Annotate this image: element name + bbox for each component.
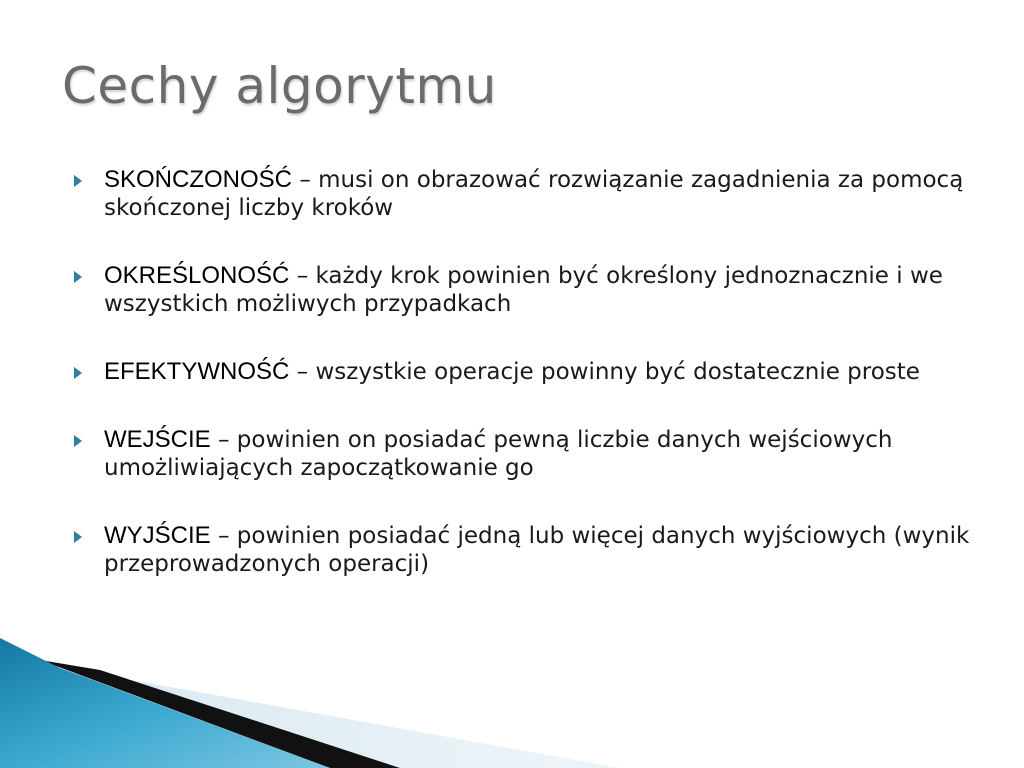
bullet-list [72,166,972,618]
list-item [72,522,972,578]
item-term: WYJŚCIE [104,522,211,549]
item-term: WEJŚCIE [104,426,211,453]
list-item [72,166,972,222]
triangle-bullet-icon [74,367,82,379]
list-item [72,262,972,318]
slide-title: Cechy algorytmu [62,57,497,115]
item-text: – musi on obrazować rozwiązanie zagadnienia za pomocą skończonej liczby kroków [104,167,964,221]
triangle-bullet-icon [74,531,82,543]
item-term: EFEKTYWNOŚĆ [104,358,290,385]
item-term: OKREŚLONOŚĆ [104,262,290,289]
triangle-bullet-icon [74,271,82,283]
list-item [72,426,972,482]
triangle-bullet-icon [74,175,82,187]
item-text: – powinien on posiadać pewną liczbie danych wejściowych umożliwiających zapoczątkowanie go [104,427,893,481]
decorative-corner-swoosh [0,638,1024,768]
item-text: – wszystkie operacje powinny być dostatecznie proste [289,359,920,385]
list-item [72,358,972,386]
triangle-bullet-icon [74,435,82,447]
item-text: – każdy krok powinien być określony jednoznacznie i we wszystkich możliwych przypadkach [104,263,943,317]
item-text: – powinien posiadać jedną lub więcej danych wyjściowych (wynik przeprowadzonych operacji) [104,523,970,577]
item-term: SKOŃCZONOŚĆ [104,166,293,193]
